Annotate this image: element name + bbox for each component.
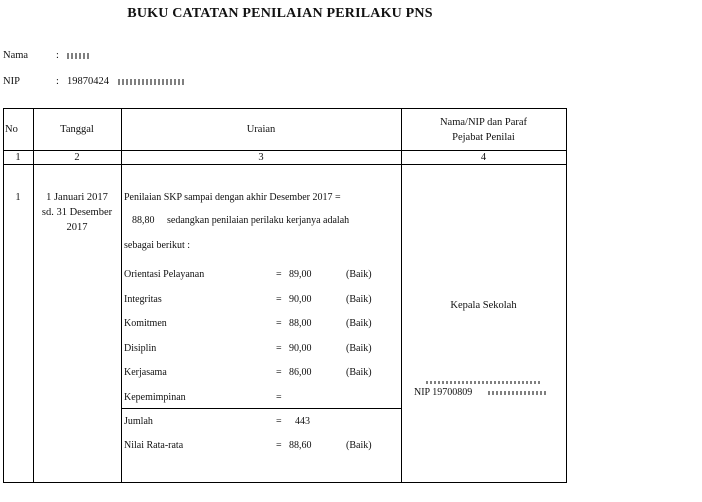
rata-grade: (Baik): [346, 440, 372, 451]
header-uraian: Uraian: [246, 124, 276, 135]
criteria-label: Orientasi Pelayanan: [124, 269, 205, 280]
nip-label: NIP: [3, 76, 20, 87]
table-top-border: [3, 108, 567, 109]
header-pejabat-line2: Pejabat Penilai: [452, 132, 515, 143]
criteria-eq: =: [276, 342, 282, 354]
criteria-label: Komitmen: [124, 318, 167, 329]
header-no: No: [5, 124, 18, 135]
criteria-grade: (Baik): [346, 293, 372, 305]
jumlah-label: Jumlah: [124, 416, 153, 427]
criteria-value: 89,00: [289, 269, 312, 280]
header-tanggal: Tanggal: [60, 124, 94, 135]
criteria-label: Disiplin: [124, 342, 157, 354]
row-tanggal-line3: 2017: [66, 222, 88, 233]
nama-redacted: [67, 50, 89, 61]
rata-label: Nilai Rata-rata: [124, 440, 184, 451]
criteria-value: 88,00: [289, 318, 312, 329]
summary-divider: [121, 408, 401, 409]
nip-colon: :: [56, 76, 59, 87]
uraian-line3: sebagai berikut :: [124, 240, 191, 251]
nama-label: Nama: [3, 50, 29, 61]
criteria-label: Integritas: [124, 293, 162, 305]
table-bottom-border: [3, 482, 567, 483]
pejabat-title: Kepala Sekolah: [450, 300, 517, 311]
rata-value: 88,60: [289, 440, 312, 451]
document-title: BUKU CATATAN PENILAIAN PERILAKU PNS: [127, 6, 433, 21]
criteria-grade: (Baik): [346, 367, 372, 378]
criteria-label: Kepemimpinan: [124, 391, 186, 403]
row-no: 1: [15, 192, 21, 203]
colnum-2: 2: [74, 152, 80, 163]
criteria-value: 90,00: [289, 293, 312, 305]
criteria-eq: =: [276, 318, 282, 329]
criteria-eq: =: [276, 269, 282, 280]
row-tanggal-line2: sd. 31 Desember: [41, 207, 113, 218]
pejabat-nip: NIP 19700809: [414, 387, 473, 398]
criteria-grade: (Baik): [346, 318, 372, 329]
uraian-line1: Penilaian SKP sampai dengan akhir Desember 2017 =: [124, 192, 341, 203]
criteria-eq: =: [276, 391, 282, 403]
uraian-skp-value: 88,80: [132, 215, 155, 226]
pejabat-nip-redacted: [488, 387, 546, 398]
criteria-eq: =: [276, 293, 282, 305]
criteria-label: Kerjasama: [124, 367, 167, 378]
uraian-line2: sedangkan penilaian perilaku kerjanya adalah: [167, 215, 350, 226]
jumlah-eq: =: [276, 416, 282, 427]
table-right-border: [566, 108, 567, 483]
criteria-eq: =: [276, 367, 282, 378]
criteria-grade: (Baik): [346, 269, 372, 280]
criteria-value: 90,00: [289, 342, 312, 354]
header-pejabat-line1: Nama/NIP dan Paraf: [439, 117, 528, 128]
nip-value: 19870424: [67, 76, 109, 87]
colnum-1: 1: [15, 152, 21, 163]
colnum-4: 4: [480, 152, 487, 163]
criteria-value: 86,00: [289, 367, 312, 378]
jumlah-value: 443: [295, 416, 310, 427]
colnum-3: 3: [258, 152, 264, 163]
criteria-grade: (Baik): [346, 342, 372, 354]
nama-colon: :: [56, 50, 59, 61]
nip-redacted: [118, 76, 184, 87]
rata-eq: =: [276, 440, 282, 451]
row-tanggal-line1: 1 Januari 2017: [46, 192, 108, 203]
